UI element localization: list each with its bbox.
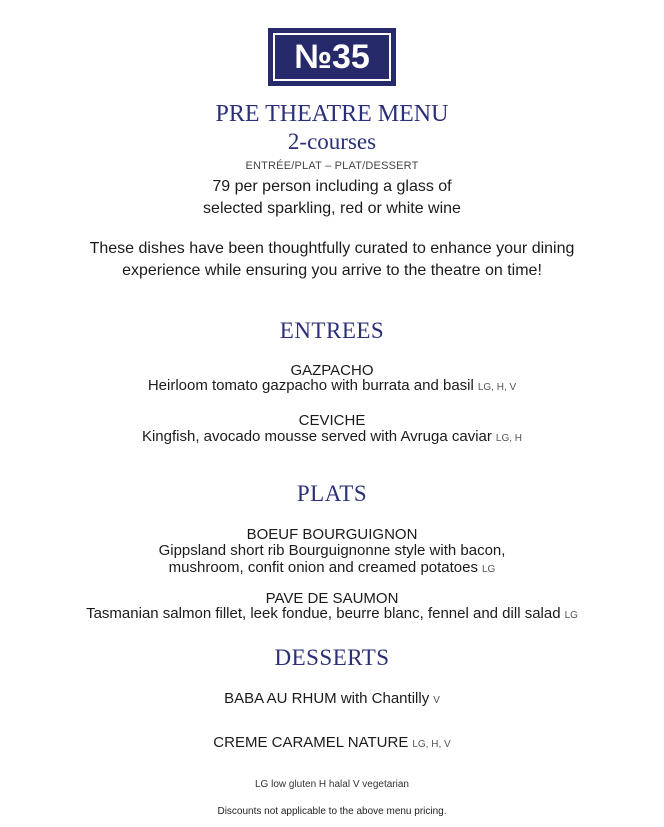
dish-desc-text: Tasmanian salmon fillet, leek fondue, beurre blanc, fennel and dill salad <box>86 605 561 622</box>
price-line-1: 79 per person including a glass of <box>212 178 452 195</box>
dietary-tags: LG, H, V <box>477 382 517 393</box>
dish-desc-gazpacho <box>0 377 664 396</box>
dietary-tags: LG, H <box>495 433 523 444</box>
section-title-plats: PLATS <box>296 481 368 506</box>
menu-title: PRE THEATRE MENU <box>215 101 449 127</box>
logo-text: №35 <box>294 38 370 76</box>
dish-baba-au-rhum <box>0 690 664 707</box>
dietary-tags: LG <box>564 610 578 621</box>
dish-desc-boeuf-bourguignon <box>0 542 664 578</box>
dish-desc-line-1: Gippsland short rib Bourguignonne style with bacon, <box>158 542 506 559</box>
section-title-desserts: DESSERTS <box>274 645 390 670</box>
intro-line-1: These dishes have been thoughtfully curated to enhance your dining <box>89 240 575 257</box>
dish-desc-pave-de-saumon <box>0 605 664 624</box>
price-text <box>0 176 664 220</box>
dish-desc-text: Heirloom tomato gazpacho with burrata and basil <box>147 377 474 394</box>
course-options: ENTRÉE/PLAT – PLAT/DESSERT <box>245 160 419 172</box>
dish-name-text: CREME CARAMEL NATURE <box>213 734 409 751</box>
dish-name-gazpacho: GAZPACHO <box>290 362 374 379</box>
dietary-tags: V <box>433 695 440 706</box>
pricing-disclaimer: Discounts not applicable to the above menu pricing. <box>217 806 447 817</box>
dish-name-pave-de-saumon: PAVE DE SAUMON <box>265 590 399 607</box>
dish-name-text: BABA AU RHUM with Chantilly <box>224 690 430 707</box>
price-line-2: selected sparkling, red or white wine <box>203 200 461 217</box>
section-title-entrees: ENTREES <box>279 318 385 343</box>
menu-subtitle: 2-courses <box>287 129 377 154</box>
dish-desc-ceviche <box>0 428 664 447</box>
dish-name-ceviche: CEVICHE <box>298 412 366 429</box>
dish-desc-text: Kingfish, avocado mousse served with Avruga caviar <box>141 428 492 445</box>
brand-logo <box>268 28 396 86</box>
dish-creme-caramel <box>0 734 664 751</box>
dish-name-boeuf-bourguignon: BOEUF BOURGUIGNON <box>246 526 418 543</box>
dietary-tags: LG <box>482 564 496 575</box>
dietary-tags: LG, H, V <box>412 739 451 750</box>
intro-text <box>0 238 664 282</box>
dish-desc-line-2: mushroom, confit onion and creamed potatoes <box>168 559 478 576</box>
dietary-legend: LG low gluten H halal V vegetarian <box>255 779 409 790</box>
intro-line-2: experience while ensuring you arrive to the theatre on time! <box>122 262 542 279</box>
